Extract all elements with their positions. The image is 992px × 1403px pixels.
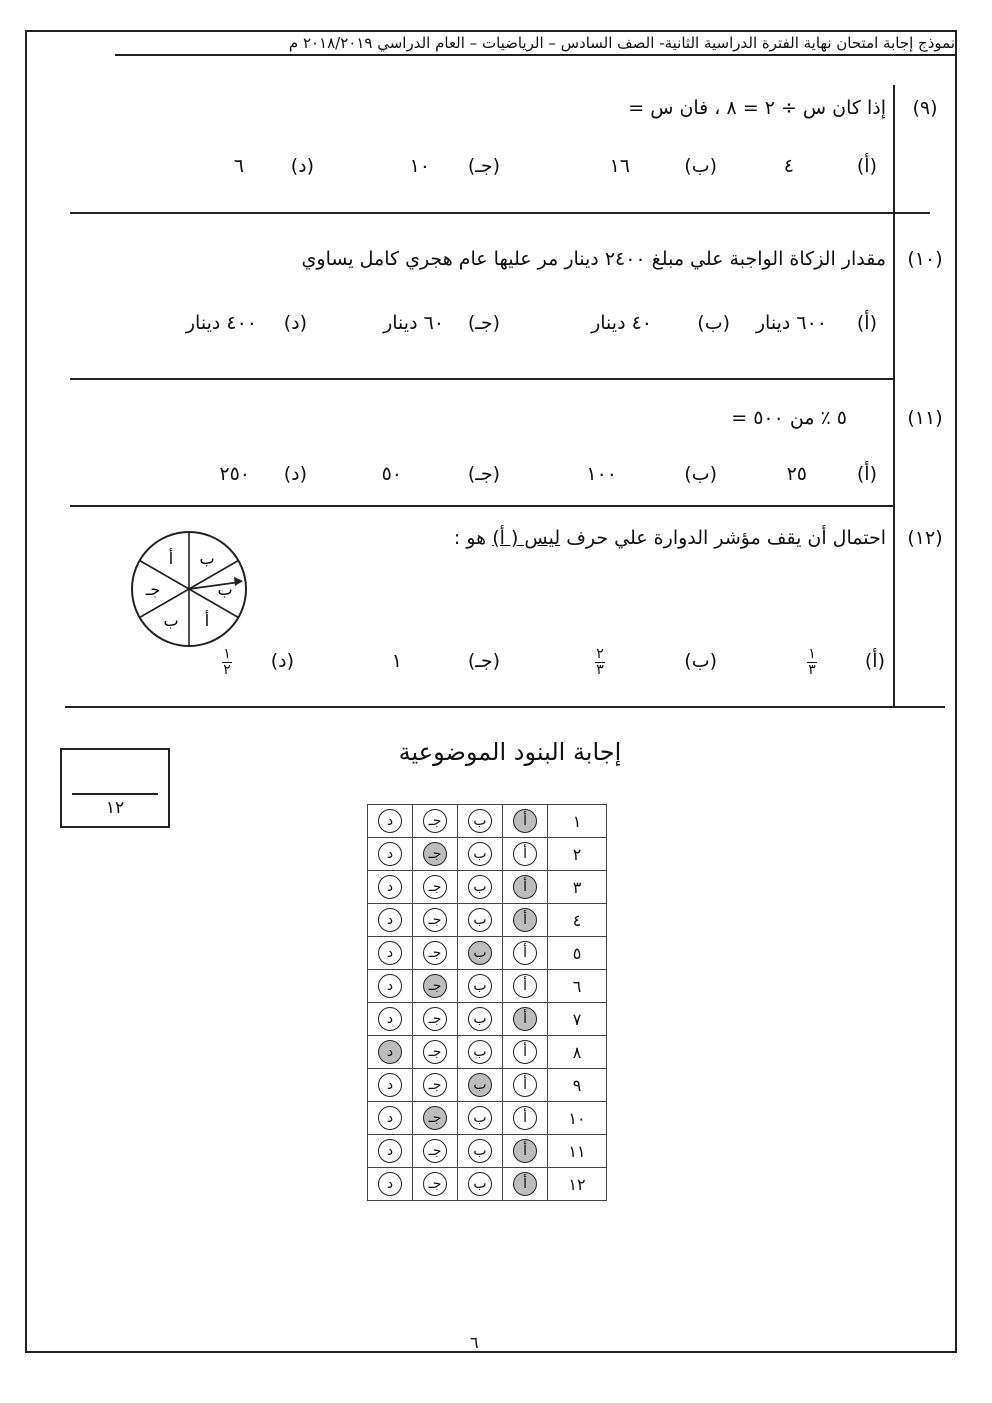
- spinner-sector-label: جـ: [145, 580, 161, 599]
- answer-cell: [413, 1135, 458, 1168]
- answer-bubble[interactable]: جـ: [423, 1172, 447, 1196]
- answer-cell: [413, 838, 458, 871]
- answer-bubble[interactable]: أ: [513, 1007, 537, 1031]
- q10-option-c-value: ٦٠ دينار: [383, 312, 444, 334]
- answer-cell: [458, 1135, 503, 1168]
- answer-bubble[interactable]: د: [378, 941, 402, 965]
- divider-q12: [65, 706, 945, 708]
- answer-bubble[interactable]: ب: [468, 842, 492, 866]
- answer-row: [368, 904, 607, 937]
- answer-row: [368, 937, 607, 970]
- question-12-stem: [454, 527, 886, 549]
- frac-den: ٣: [596, 662, 604, 678]
- answer-cell: [413, 937, 458, 970]
- q12-option-d-fraction: [222, 648, 232, 677]
- answer-bubble[interactable]: جـ: [423, 1007, 447, 1031]
- answer-cell: [368, 1168, 413, 1201]
- q9-option-a-value: ٤: [783, 155, 794, 177]
- answer-row: [368, 970, 607, 1003]
- q11-option-a-label: (أ): [856, 463, 877, 485]
- answer-cell: [413, 970, 458, 1003]
- answer-bubble[interactable]: ب: [468, 941, 492, 965]
- answer-cell: [503, 1036, 548, 1069]
- page-number: ٦: [470, 1333, 479, 1352]
- answer-cell: [503, 1003, 548, 1036]
- answer-row: [368, 805, 607, 838]
- answer-cell: [368, 1003, 413, 1036]
- answer-bubble[interactable]: أ: [513, 842, 537, 866]
- answer-bubble[interactable]: د: [378, 974, 402, 998]
- answer-row: [368, 871, 607, 904]
- frac-num: ١: [223, 646, 231, 662]
- frac-num: ٢: [596, 646, 604, 662]
- answer-bubble[interactable]: أ: [513, 1040, 537, 1064]
- q10-option-c-label: (جـ): [467, 312, 500, 334]
- answer-cell: [413, 1168, 458, 1201]
- answer-bubble[interactable]: د: [378, 1106, 402, 1130]
- q12-stem-before: احتمال أن يقف مؤشر الدوارة علي حرف: [566, 527, 886, 549]
- spinner-sector-label: ب: [163, 611, 179, 631]
- answer-cell: [413, 1069, 458, 1102]
- q12-option-b-fraction: [595, 648, 605, 677]
- answer-cell: [458, 805, 503, 838]
- answer-grid: [367, 804, 607, 1201]
- answer-bubble[interactable]: ب: [468, 1073, 492, 1097]
- score-total: ١٢: [105, 798, 125, 818]
- answer-bubble[interactable]: جـ: [423, 908, 447, 932]
- answer-cell: [458, 1036, 503, 1069]
- spinner-diagram: [130, 530, 248, 648]
- answer-cell: [368, 1036, 413, 1069]
- answer-cell: [503, 1102, 548, 1135]
- frac-num: ١: [808, 646, 816, 662]
- answer-cell: [503, 904, 548, 937]
- question-11-number: (١١): [907, 407, 943, 429]
- answer-cell: [368, 871, 413, 904]
- question-9-number: (٩): [912, 97, 938, 119]
- answer-cell: [368, 805, 413, 838]
- answer-bubble[interactable]: ب: [468, 974, 492, 998]
- answer-bubble[interactable]: جـ: [423, 809, 447, 833]
- q11-option-d-label: (د): [283, 463, 307, 485]
- q10-option-d-value: ٤٠٠ دينار: [185, 312, 257, 334]
- spinner-sector-label: ب: [199, 548, 215, 568]
- answer-cell: [368, 1102, 413, 1135]
- answer-bubble[interactable]: جـ: [423, 1040, 447, 1064]
- answer-cell: [458, 838, 503, 871]
- answer-bubble[interactable]: ب: [468, 875, 492, 899]
- q12-option-b-label: (ب): [684, 650, 717, 672]
- answer-cell: [368, 1069, 413, 1102]
- answer-row-number: ١٠: [548, 1102, 607, 1135]
- answer-cell: [368, 937, 413, 970]
- answer-row-number: ٢: [548, 838, 607, 871]
- q9-option-b-value: ١٦: [609, 155, 630, 177]
- answer-row-number: ٨: [548, 1036, 607, 1069]
- answer-row-number: ١١: [548, 1135, 607, 1168]
- answer-cell: [368, 838, 413, 871]
- answer-cell: [503, 1069, 548, 1102]
- answer-cell: [413, 1036, 458, 1069]
- answer-bubble[interactable]: د: [378, 1139, 402, 1163]
- answer-row: [368, 838, 607, 871]
- answer-cell: [413, 871, 458, 904]
- spinner-sector-label: أ: [168, 548, 174, 568]
- answer-cell: [368, 970, 413, 1003]
- divider-q9: [70, 212, 930, 214]
- answer-row-number: ٥: [548, 937, 607, 970]
- spinner-sector-label: أ: [204, 611, 210, 631]
- q12-option-a-fraction: [807, 648, 817, 677]
- q9-option-c-label: (جـ): [467, 155, 500, 177]
- q12-option-c-value: ١: [391, 650, 402, 672]
- answer-cell: [503, 1135, 548, 1168]
- answer-row: [368, 1069, 607, 1102]
- answer-bubble[interactable]: د: [378, 875, 402, 899]
- frac-den: ٢: [223, 662, 231, 678]
- page-header: نموذج إجابة امتحان نهاية الفترة الدراسية الثانية- الصف السادس – الرياضيات – العام الدراسي ٢٠١٨/٢٠١٩ م: [115, 34, 955, 56]
- q9-option-d-value: ٦: [233, 155, 244, 177]
- answer-bubble[interactable]: جـ: [423, 1073, 447, 1097]
- answer-cell: [458, 871, 503, 904]
- divider-q10: [70, 378, 895, 380]
- answer-row-number: ٣: [548, 871, 607, 904]
- answer-cell: [368, 904, 413, 937]
- answer-section-title: إجابة البنود الموضوعية: [398, 738, 622, 766]
- question-number-divider: [893, 85, 895, 708]
- q12-option-c-label: (جـ): [467, 650, 500, 672]
- answer-cell: [503, 970, 548, 1003]
- answer-bubble[interactable]: أ: [513, 908, 537, 932]
- q10-option-d-label: (د): [283, 312, 307, 334]
- answer-bubble[interactable]: د: [378, 1172, 402, 1196]
- answer-cell: [458, 1102, 503, 1135]
- q9-option-d-label: (د): [290, 155, 314, 177]
- answer-cell: [458, 937, 503, 970]
- divider-q11: [70, 505, 895, 507]
- q12-option-a-label: (أ): [864, 650, 885, 672]
- answer-bubble[interactable]: ب: [468, 1007, 492, 1031]
- q12-stem-after: هو :: [453, 527, 487, 549]
- q10-option-a-value: ٦٠٠ دينار: [755, 312, 827, 334]
- answer-bubble[interactable]: د: [378, 908, 402, 932]
- answer-bubble[interactable]: أ: [513, 1139, 537, 1163]
- q12-stem-underlined: ليس ( أ): [492, 527, 561, 549]
- q11-option-a-value: ٢٥: [786, 463, 807, 485]
- q11-option-d-value: ٢٥٠: [219, 463, 250, 485]
- answer-row-number: ٩: [548, 1069, 607, 1102]
- score-line: [72, 793, 158, 795]
- answer-row-number: ٤: [548, 904, 607, 937]
- answer-row: [368, 1036, 607, 1069]
- answer-row-number: ١: [548, 805, 607, 838]
- frac-den: ٣: [808, 662, 816, 678]
- answer-cell: [413, 904, 458, 937]
- q11-option-b-label: (ب): [684, 463, 717, 485]
- q9-option-a-label: (أ): [856, 155, 877, 177]
- answer-bubble[interactable]: أ: [513, 875, 537, 899]
- answer-row-number: ٦: [548, 970, 607, 1003]
- answer-bubble[interactable]: د: [378, 1040, 402, 1064]
- q10-option-b-value: ٤٠ دينار: [591, 312, 652, 334]
- answer-cell: [368, 1135, 413, 1168]
- answer-bubble[interactable]: ب: [468, 908, 492, 932]
- answer-cell: [458, 970, 503, 1003]
- answer-cell: [503, 805, 548, 838]
- answer-bubble[interactable]: د: [378, 1073, 402, 1097]
- answer-bubble[interactable]: أ: [513, 1106, 537, 1130]
- answer-bubble[interactable]: أ: [513, 974, 537, 998]
- answer-cell: [503, 838, 548, 871]
- question-10-stem: مقدار الزكاة الواجبة علي مبلغ ٢٤٠٠ دينار مر عليها عام هجري كامل يساوي: [301, 248, 886, 270]
- answer-cell: [413, 1102, 458, 1135]
- question-12-number: (١٢): [907, 527, 943, 549]
- score-box: [60, 748, 170, 828]
- q12-option-a-value: [807, 648, 817, 677]
- q9-option-c-value: ١٠: [409, 155, 430, 177]
- question-10-number: (١٠): [907, 248, 943, 270]
- answer-cell: [503, 937, 548, 970]
- answer-bubble[interactable]: ب: [468, 1172, 492, 1196]
- answer-bubble[interactable]: جـ: [423, 1139, 447, 1163]
- answer-row-number: ١٢: [548, 1168, 607, 1201]
- answer-bubble[interactable]: جـ: [423, 875, 447, 899]
- answer-row: [368, 1168, 607, 1201]
- answer-bubble[interactable]: أ: [513, 1073, 537, 1097]
- q12-option-d-value: [222, 648, 232, 677]
- answer-cell: [458, 1069, 503, 1102]
- answer-row: [368, 1135, 607, 1168]
- q10-option-a-label: (أ): [856, 312, 877, 334]
- question-9-stem: إذا كان س ÷ ٢ = ٨ ، فان س =: [628, 97, 886, 119]
- answer-cell: [413, 1003, 458, 1036]
- answer-bubble[interactable]: ب: [468, 1106, 492, 1130]
- answer-bubble[interactable]: ب: [468, 809, 492, 833]
- q11-option-c-value: ٥٠: [381, 463, 402, 485]
- answer-cell: [458, 904, 503, 937]
- answer-cell: [458, 1168, 503, 1201]
- answer-bubble[interactable]: أ: [513, 809, 537, 833]
- answer-row: [368, 1102, 607, 1135]
- answer-cell: [503, 1168, 548, 1201]
- answer-bubble[interactable]: ب: [468, 1040, 492, 1064]
- answer-bubble[interactable]: أ: [513, 1172, 537, 1196]
- answer-cell: [413, 805, 458, 838]
- answer-cell: [503, 871, 548, 904]
- q9-option-b-label: (ب): [684, 155, 717, 177]
- q12-option-d-label: (د): [270, 650, 294, 672]
- answer-bubble[interactable]: د: [378, 842, 402, 866]
- answer-bubble[interactable]: جـ: [423, 1106, 447, 1130]
- answer-bubble[interactable]: أ: [513, 941, 537, 965]
- q10-option-b-label: (ب): [697, 312, 730, 334]
- answer-bubble[interactable]: د: [378, 809, 402, 833]
- answer-bubble[interactable]: جـ: [423, 974, 447, 998]
- question-11-stem: ٥ ٪ من ٥٠٠ =: [731, 407, 847, 429]
- q12-option-b-value: [595, 648, 605, 677]
- answer-bubble[interactable]: جـ: [423, 941, 447, 965]
- q11-option-c-label: (جـ): [467, 463, 500, 485]
- answer-bubble[interactable]: ب: [468, 1139, 492, 1163]
- spinner-sector-label: ب: [217, 580, 233, 599]
- answer-bubble[interactable]: د: [378, 1007, 402, 1031]
- answer-cell: [458, 1003, 503, 1036]
- answer-row: [368, 1003, 607, 1036]
- answer-bubble[interactable]: جـ: [423, 842, 447, 866]
- q11-option-b-value: ١٠٠: [586, 463, 617, 485]
- answer-row-number: ٧: [548, 1003, 607, 1036]
